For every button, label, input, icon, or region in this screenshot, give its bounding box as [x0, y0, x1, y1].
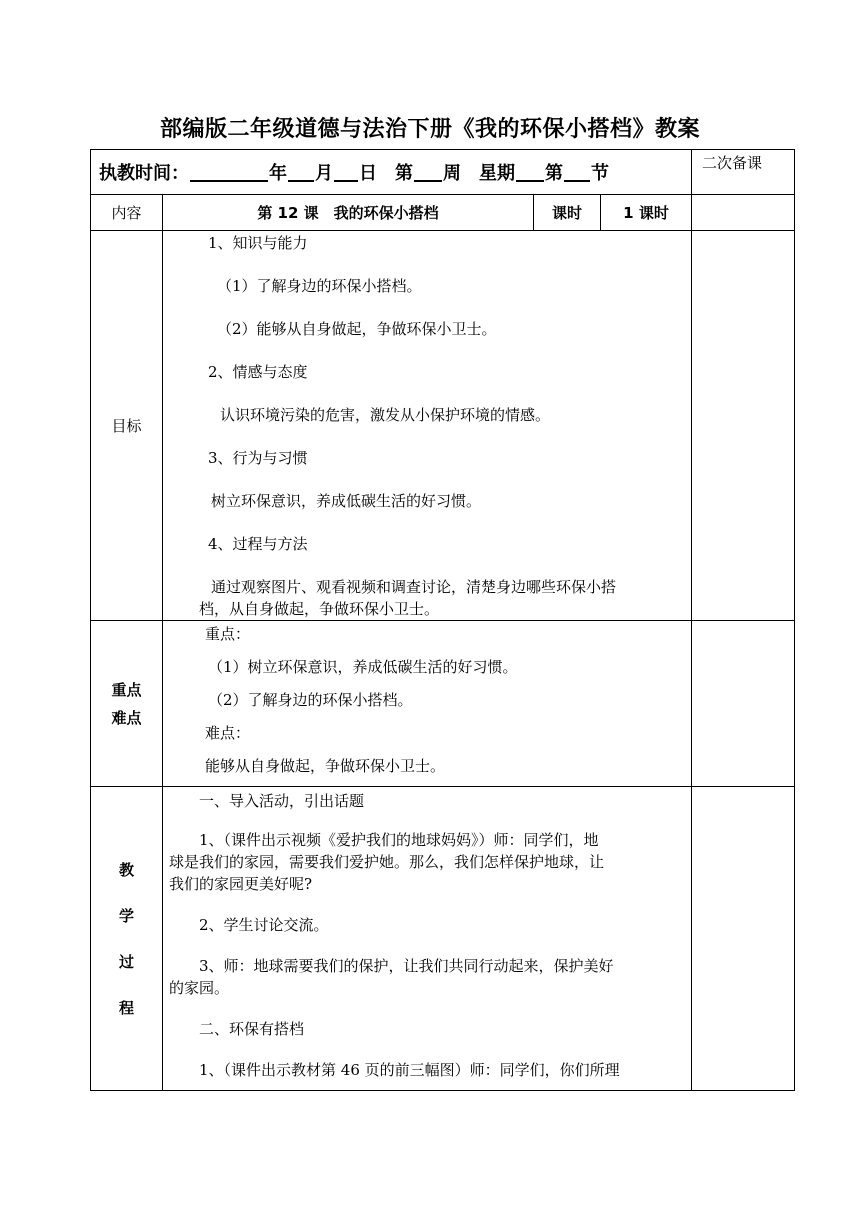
second-prep-header: 二次备课: [692, 150, 795, 195]
keypoints-label-1: 重点: [111, 680, 142, 699]
period-blank[interactable]: [564, 162, 590, 182]
process-label: [91, 787, 163, 1091]
keypoints-content: [163, 621, 692, 787]
second-prep-cell: [692, 231, 795, 621]
process-row: [91, 787, 795, 1091]
weekday-blank[interactable]: [516, 162, 544, 182]
process-label-char: 程: [118, 998, 134, 1017]
keypoints-row: [91, 621, 795, 787]
keypoints-line: 难点：: [205, 724, 251, 742]
goals-line: （2）能够从自身做起，争做环保小卫士。: [217, 320, 497, 338]
process-line: 一、导入活动，引出话题: [199, 792, 365, 810]
document-title: 部编版二年级道德与法治下册《我的环保小搭档》教案: [159, 117, 700, 142]
keypoints-line: （2）了解身边的环保小搭档。: [208, 691, 413, 709]
goals-line: 1、知识与能力: [208, 234, 308, 252]
week-suffix: 周: [443, 163, 461, 184]
content-label: 内容: [91, 195, 163, 231]
second-prep-cell: [692, 195, 795, 231]
process-label-char: 过: [118, 952, 134, 971]
goals-row: [91, 231, 795, 621]
goals-label: 目标: [91, 231, 163, 621]
process-label-char: 学: [118, 906, 134, 925]
year-label: 年: [269, 163, 287, 184]
hours-value: 1 课时: [601, 195, 692, 231]
month-label: 月: [315, 163, 333, 184]
goals-line: 档，从自身做起，争做环保小卫士。: [199, 600, 440, 618]
day-blank[interactable]: [334, 162, 358, 182]
month-blank[interactable]: [288, 162, 314, 182]
goals-line: 认识环境污染的危害，激发从小保护环境的情感。: [220, 406, 551, 424]
second-prep-cell: [692, 787, 795, 1091]
keypoints-label: [91, 621, 163, 787]
lesson-title: 第 12 课 我的环保小搭档: [163, 195, 534, 231]
day-label: 日: [359, 163, 377, 184]
process-line: 3、师：地球需要我们的保护，让我们共同行动起来，保护美好: [199, 957, 614, 975]
process-line: 1、（课件出示教材第 46 页的前三幅图）师：同学们，你们所理: [199, 1061, 620, 1079]
keypoints-line: （1）树立环保意识，养成低碳生活的好习惯。: [208, 658, 518, 676]
goals-line: 2、情感与态度: [208, 363, 308, 381]
goals-line: 4、过程与方法: [208, 535, 308, 553]
year-blank[interactable]: [190, 162, 268, 182]
schedule-label: 执教时间：: [99, 163, 189, 184]
goals-line: 树立环保意识，养成低碳生活的好习惯。: [211, 492, 482, 510]
schedule-row: [91, 150, 795, 195]
goals-content: [163, 231, 692, 621]
keypoints-label-2: 难点: [111, 708, 142, 727]
goals-line: 3、行为与习惯: [208, 449, 308, 467]
period-suffix: 节: [591, 163, 609, 184]
lesson-header-row: [91, 195, 795, 231]
process-line: 1、（课件出示视频《爱护我们的地球妈妈》）师：同学们，地: [199, 831, 599, 849]
second-prep-cell: [692, 621, 795, 787]
process-line: 我们的家园更美好呢?: [169, 875, 313, 893]
process-line: 二、环保有搭档: [199, 1020, 305, 1038]
hours-label: 课时: [534, 195, 601, 231]
goals-line: 通过观察图片、观看视频和调查讨论，清楚身边哪些环保小搭: [211, 578, 617, 596]
process-content: [163, 787, 692, 1091]
process-line: 的家园。: [169, 979, 230, 997]
keypoints-line: 能够从自身做起，争做环保小卫士。: [205, 757, 446, 775]
weekday-label: 星期: [479, 163, 515, 184]
process-line: 球是我们的家园，需要我们爱护她。那么，我们怎样保护地球，让: [169, 853, 605, 871]
week-prefix: 第: [395, 163, 413, 184]
schedule-cell: [91, 150, 692, 195]
process-line: 2、学生讨论交流。: [199, 916, 329, 934]
goals-line: （1）了解身边的环保小搭档。: [217, 277, 422, 295]
lesson-plan-table: [90, 149, 795, 1091]
week-blank[interactable]: [414, 162, 442, 182]
process-label-char: 教: [118, 860, 134, 879]
period-prefix: 第: [545, 163, 563, 184]
keypoints-line: 重点：: [205, 625, 251, 643]
